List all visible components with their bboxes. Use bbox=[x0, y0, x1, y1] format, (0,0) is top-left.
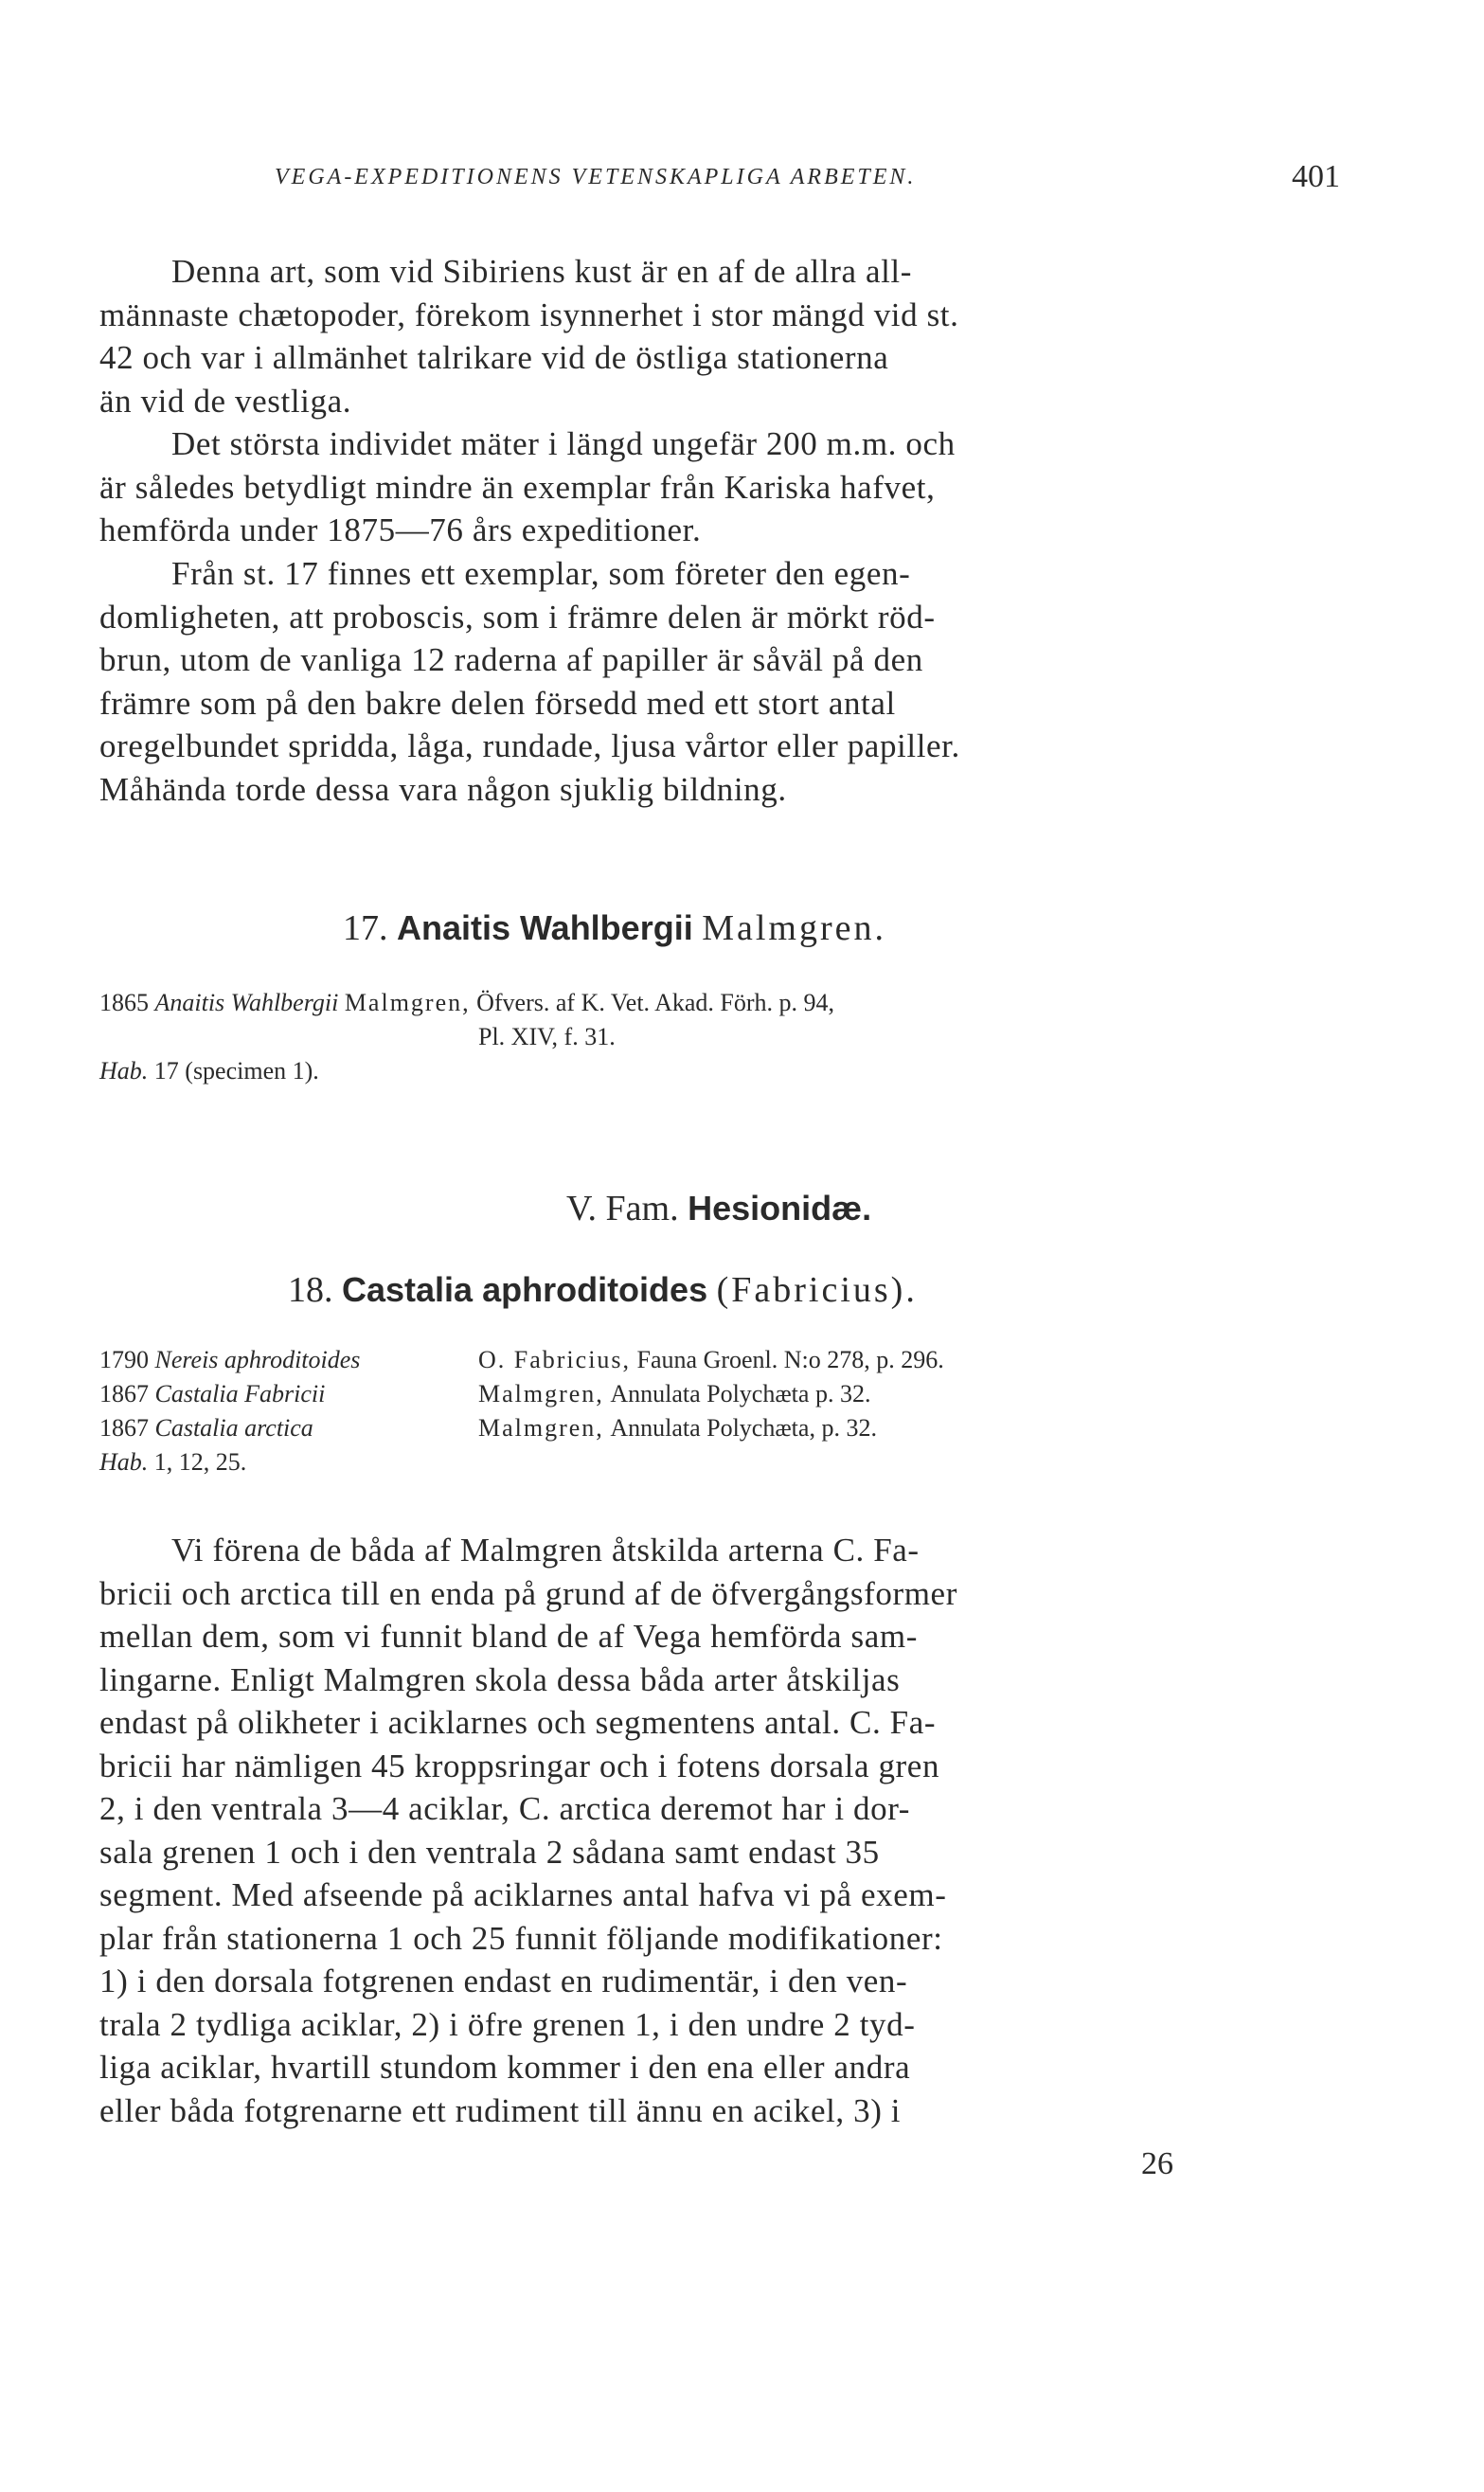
paragraph-2 bbox=[99, 422, 1219, 552]
family-numeral: V. bbox=[566, 1189, 598, 1228]
reference-row-cont bbox=[99, 1020, 1236, 1054]
ref-author: Malmgren, bbox=[344, 989, 471, 1016]
reference-row bbox=[99, 1377, 1236, 1411]
text-line: Denna art, som vid Sibiriens kust är en af de allra all- bbox=[171, 253, 912, 290]
running-title: VEGA-EXPEDITIONENS VETENSKAPLIGA ARBETEN. bbox=[275, 165, 917, 189]
page-header bbox=[99, 159, 1340, 203]
ref-text: Annulata Polychæta p. 32. bbox=[610, 1380, 871, 1407]
ref-author: Malmgren, bbox=[478, 1380, 604, 1407]
text-line: mellan dem, som vi funnit bland de af Vega hemförda sam- bbox=[99, 1618, 918, 1655]
species-name: Anaitis Wahlbergii bbox=[397, 908, 693, 947]
species-17-references bbox=[99, 986, 1236, 1088]
ref-text-cont: Pl. XIV, f. 31. bbox=[478, 1023, 616, 1050]
text-line: brun, utom de vanliga 12 raderna af papiller är såväl på den bbox=[99, 641, 923, 678]
text-line: 1) i den dorsala fotgrenen endast en rudimentär, i den ven- bbox=[99, 1963, 908, 1999]
ref-year: 1867 bbox=[99, 1380, 149, 1407]
habitat-row bbox=[99, 1445, 1236, 1479]
text-line: främre som på den bakre delen försedd med ett stort antal bbox=[99, 684, 896, 722]
text-line: männaste chætopoder, förekom isynnerhet i stor mängd vid st. bbox=[99, 296, 959, 333]
signature-mark: 26 bbox=[1141, 2146, 1173, 2181]
ref-head bbox=[99, 1411, 478, 1445]
discussion-paragraph bbox=[99, 1529, 1219, 2132]
family-name: Hesionidæ. bbox=[688, 1189, 872, 1228]
text-line: eller båda fotgrenarne ett rudiment till ännu en acikel, 3) i bbox=[99, 2091, 902, 2129]
text-line: oregelbundet spridda, låga, rundade, ljusa vårtor eller papiller. bbox=[99, 727, 960, 764]
text-line: plar från stationerna 1 och 25 funnit följande modifikationer: bbox=[99, 1919, 943, 1957]
paragraph-1 bbox=[99, 250, 1219, 422]
text-line: bricii har nämligen 45 kroppsringar och i fotens dorsala gren bbox=[99, 1747, 940, 1784]
species-18-heading bbox=[288, 1269, 918, 1311]
species-number: 17. bbox=[343, 908, 388, 948]
family-label: Fam. bbox=[605, 1189, 679, 1228]
ref-taxon: Anaitis Wahlbergii bbox=[154, 989, 339, 1016]
ref-head bbox=[99, 1343, 478, 1377]
text-line: segment. Med afseende på aciklarnes antal hafva vi på exem- bbox=[99, 1876, 947, 1913]
text-line: domligheten, att proboscis, som i främre delen är mörkt röd- bbox=[99, 598, 936, 636]
text-line: hemförda under 1875—76 års expeditioner. bbox=[99, 511, 702, 548]
paragraph-3 bbox=[99, 552, 1219, 811]
page-number: 401 bbox=[1292, 159, 1340, 194]
text-line: än vid de vestliga. bbox=[99, 382, 352, 420]
species-17-heading bbox=[343, 907, 886, 949]
ref-taxon: Castalia Fabricii bbox=[154, 1380, 326, 1407]
ref-taxon: Castalia arctica bbox=[154, 1414, 313, 1442]
text-line: är således betydligt mindre än exemplar från Kariska hafvet, bbox=[99, 468, 936, 506]
hab-label: Hab. bbox=[99, 1057, 149, 1085]
text-line: Från st. 17 finnes ett exemplar, som företer den egen- bbox=[171, 555, 911, 592]
ref-taxon: Nereis aphroditoides bbox=[154, 1346, 361, 1373]
text-line: endast på olikheter i aciklarnes och segmentens antal. C. Fa- bbox=[99, 1704, 937, 1741]
ref-author: Malmgren, bbox=[478, 1414, 604, 1442]
text-line: Vi förena de båda af Malmgren åtskilda arterna C. Fa- bbox=[171, 1532, 920, 1569]
habitat-row bbox=[99, 1054, 1236, 1088]
text-line: liga aciklar, hvartill stundom kommer i den ena eller andra bbox=[99, 2049, 911, 2086]
text-line: bricii och arctica till en enda på grund af de öfvergångsformer bbox=[99, 1574, 957, 1612]
species-author: Malmgren. bbox=[702, 908, 886, 948]
ref-text: Fauna Groenl. N:o 278, p. 296. bbox=[636, 1346, 944, 1373]
text-line: 42 och var i allmänhet talrikare vid de östliga stationerna bbox=[99, 339, 889, 376]
text-line: lingarne. Enligt Malmgren skola dessa båda arter åtskiljas bbox=[99, 1660, 901, 1698]
reference-row bbox=[99, 1411, 1236, 1445]
text-line: 2, i den ventrala 3—4 aciklar, C. arctica deremot har i dor- bbox=[99, 1790, 911, 1827]
ref-text: Öfvers. af K. Vet. Akad. Förh. p. 94, bbox=[476, 989, 835, 1016]
family-heading bbox=[566, 1188, 871, 1229]
ref-head bbox=[99, 1377, 478, 1411]
species-author: (Fabricius). bbox=[716, 1270, 918, 1310]
ref-text: Annulata Polychæta, p. 32. bbox=[610, 1414, 877, 1442]
species-name: Castalia aphroditoides bbox=[342, 1270, 708, 1309]
hab-text: 1, 12, 25. bbox=[153, 1448, 247, 1476]
text-line: sala grenen 1 och i den ventrala 2 sådana samt endast 35 bbox=[99, 1833, 880, 1871]
species-number: 18. bbox=[288, 1270, 333, 1310]
text-line: Måhända torde dessa vara någon sjuklig bildning. bbox=[99, 770, 787, 808]
hab-label: Hab. bbox=[99, 1448, 149, 1476]
hab-text: 17 (specimen 1). bbox=[153, 1057, 319, 1085]
ref-author: O. Fabricius, bbox=[478, 1346, 632, 1373]
ref-year: 1865 bbox=[99, 989, 149, 1016]
reference-row bbox=[99, 1343, 1236, 1377]
text-line: trala 2 tydliga aciklar, 2) i öfre grenen 1, i den undre 2 tyd- bbox=[99, 2005, 916, 2043]
text-line: Det största individet mäter i längd ungefär 200 m.m. och bbox=[171, 425, 956, 462]
species-18-references bbox=[99, 1343, 1236, 1479]
ref-year: 1790 bbox=[99, 1346, 149, 1373]
reference-row bbox=[99, 986, 1236, 1020]
ref-year: 1867 bbox=[99, 1414, 149, 1442]
